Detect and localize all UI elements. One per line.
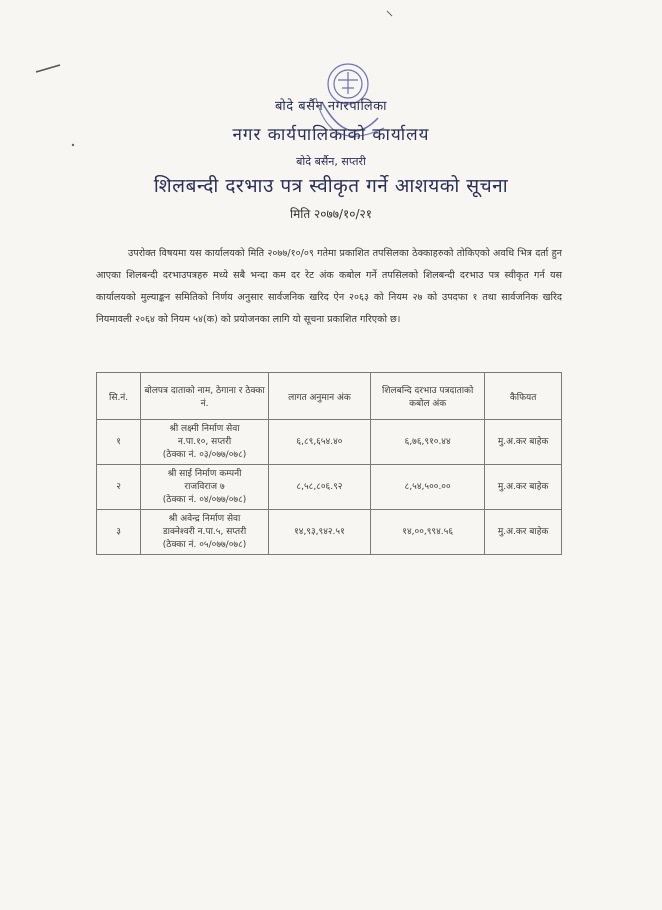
cell-bidder	[141, 420, 269, 465]
table-row	[97, 465, 562, 510]
cell-remarks: मु.अ.कर बाहेक	[485, 510, 562, 555]
bid-table	[96, 372, 562, 555]
bidder-address: न.पा.१०, सप्तरी	[177, 436, 232, 447]
contract-number: (ठेक्का नं. ०३/०७७/०७८)	[162, 449, 247, 460]
notice-date: मिति २०७७/१०/२१	[289, 207, 373, 221]
contract-number: (ठेक्का नं. ०४/०७७/०७८)	[162, 494, 247, 505]
cell-sn: २	[97, 465, 141, 510]
table-row	[97, 420, 562, 465]
col-header-remarks: कैफियत	[485, 373, 562, 420]
bidder-address: राजविराज ७	[184, 481, 225, 492]
col-header-bidder: बोलपत्र दाताको नाम, ठेगाना र ठेक्का नं.	[141, 373, 269, 420]
cell-bidder	[141, 510, 269, 555]
cell-bid-amount: ८,५४,५००.००	[371, 465, 485, 510]
dust-mark	[386, 10, 394, 18]
cell-estimate: ८,५८,८०६.९२	[268, 465, 370, 510]
bidder-name: श्री अवेन्द्र निर्माण सेवा	[168, 513, 241, 524]
office-address: बोदे बर्सैन, सप्तरी	[296, 155, 366, 168]
notice-body: उपरोक्त विषयमा यस कार्यालयको मिति २०७७/१०/०९ गतेमा प्रकाशित तपसिलका ठेक्काहरुको तोकिएको अवधि भित्र दर्ता हुन आएका शिलबन्दी दरभाउपत्रहरु मध्ये सबै भन्दा कम दर रेट अंक कबोल गर्ने तपसिलको शिलबन्दी दरभाउ पत्र स्वीकृत गर्न यस कार्यालयको मुल्याङ्कन समितिको निर्णय अनुसार सार्वजनिक खरिद ऐन २०६३ को नियम २७ को उपदफा १ तथा सार्वजनिक खरिद नियमावली २०६४ को नियम ५४(क) को प्रयोजनका लागि यो सूचना प्रकाशित गरिएको छ।	[96, 248, 562, 325]
col-header-estimate: लागत अनुमान अंक	[268, 373, 370, 420]
cell-sn: १	[97, 420, 141, 465]
contract-number: (ठेक्का नं. ०५/०७७/०७८)	[162, 539, 247, 550]
office-name: नगर कार्यपालिकाको कार्यालय	[232, 125, 430, 145]
bidder-name: श्री लक्ष्मी निर्माण सेवा	[169, 423, 240, 434]
municipality-name: बोदे बर्सैन नगरपालिका	[274, 99, 388, 114]
notice-title: शिलबन्दी दरभाउ पत्र स्वीकृत गर्ने आशयको सूचना	[153, 175, 509, 197]
cell-remarks: मु.अ.कर बाहेक	[485, 465, 562, 510]
cell-estimate: ६,८९,६५४.४०	[268, 420, 370, 465]
cell-bidder	[141, 465, 269, 510]
table-header-row	[97, 373, 562, 420]
bidder-name: श्री साई निर्माण कम्पनी	[167, 468, 242, 479]
cell-remarks: मु.अ.कर बाहेक	[485, 420, 562, 465]
table-row	[97, 510, 562, 555]
cell-estimate: १४,९३,९४२.५१	[268, 510, 370, 555]
col-header-bid-amount: शिलबन्दि दरभाउ पत्रदाताको कबोल अंक	[371, 373, 485, 420]
bidder-address: डाक्नेश्वरी न.पा.५, सप्तरी	[162, 526, 247, 537]
col-header-sn: सि.नं.	[97, 373, 141, 420]
cell-bid-amount: ६,७६,९१०.४४	[371, 420, 485, 465]
pen-mark	[34, 62, 64, 76]
cell-sn: ३	[97, 510, 141, 555]
cell-bid-amount: १४,००,९९४.५६	[371, 510, 485, 555]
